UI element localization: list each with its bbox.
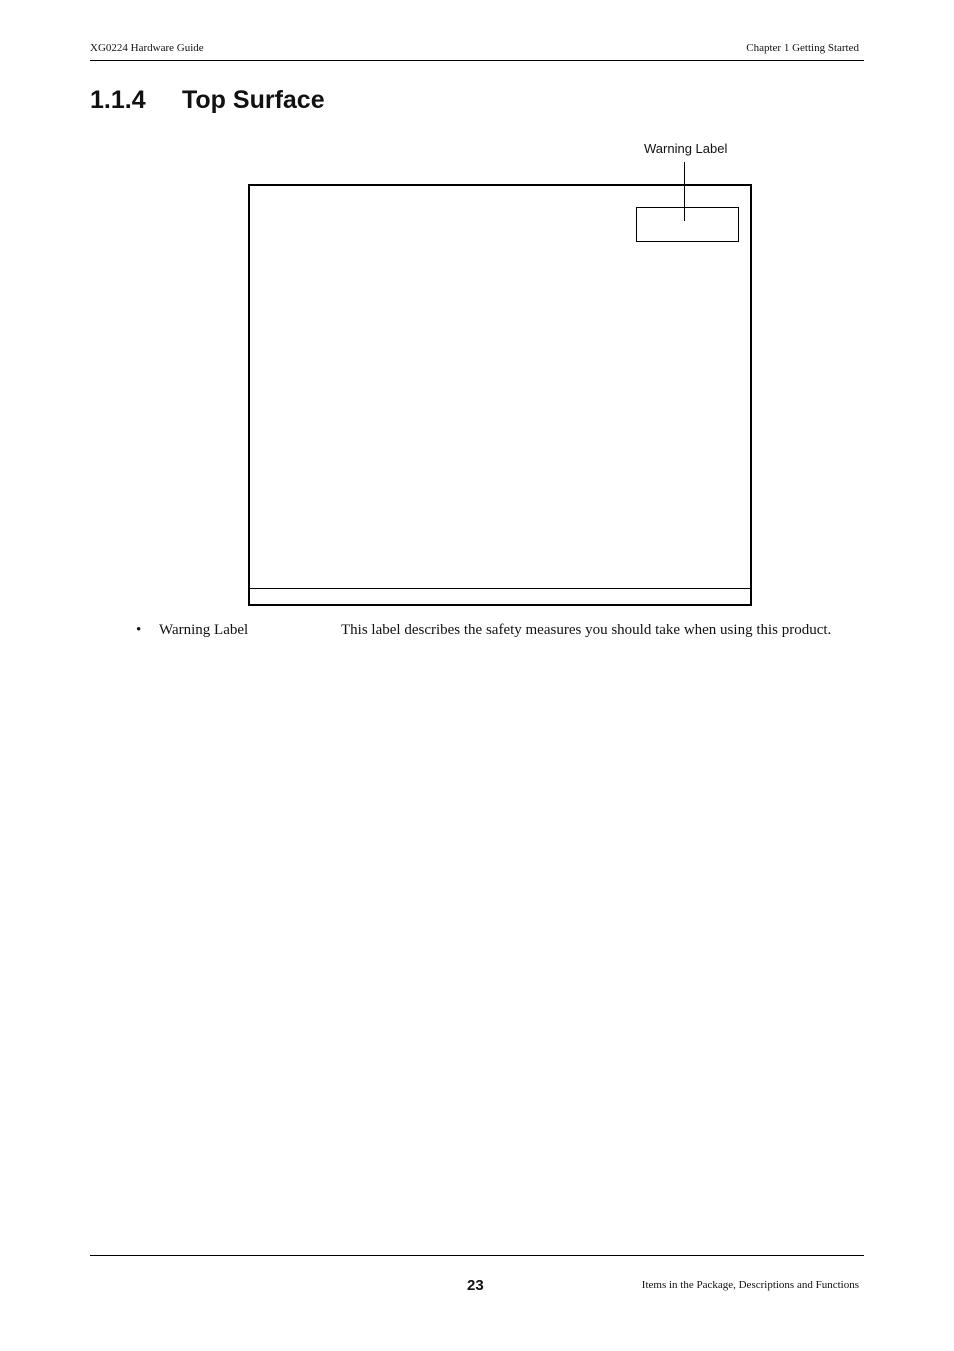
device-outline	[248, 184, 752, 606]
header-rule	[90, 60, 864, 61]
section-number: 1.1.4	[90, 86, 146, 114]
page-footer-right: Items in the Package, Descriptions and Functions	[641, 1279, 859, 1291]
page-header-left: XG0224 Hardware Guide	[90, 42, 204, 54]
section-title-text: Top Surface	[182, 86, 325, 114]
page-header-right: Chapter 1 Getting Started	[746, 42, 859, 54]
top-surface-figure	[248, 140, 752, 606]
bullet-term: Warning Label	[159, 622, 249, 638]
bullet-description: This label describes the safety measures you should take when using this product.	[341, 622, 832, 638]
page-number: 23	[467, 1277, 484, 1294]
bullet-symbol: •	[136, 622, 142, 638]
section-title	[90, 86, 325, 115]
footer-rule	[90, 1255, 864, 1256]
device-bottom-edge	[250, 588, 750, 589]
callout-warning-label-text: Warning Label	[644, 141, 728, 156]
warning-label-box	[636, 207, 739, 242]
